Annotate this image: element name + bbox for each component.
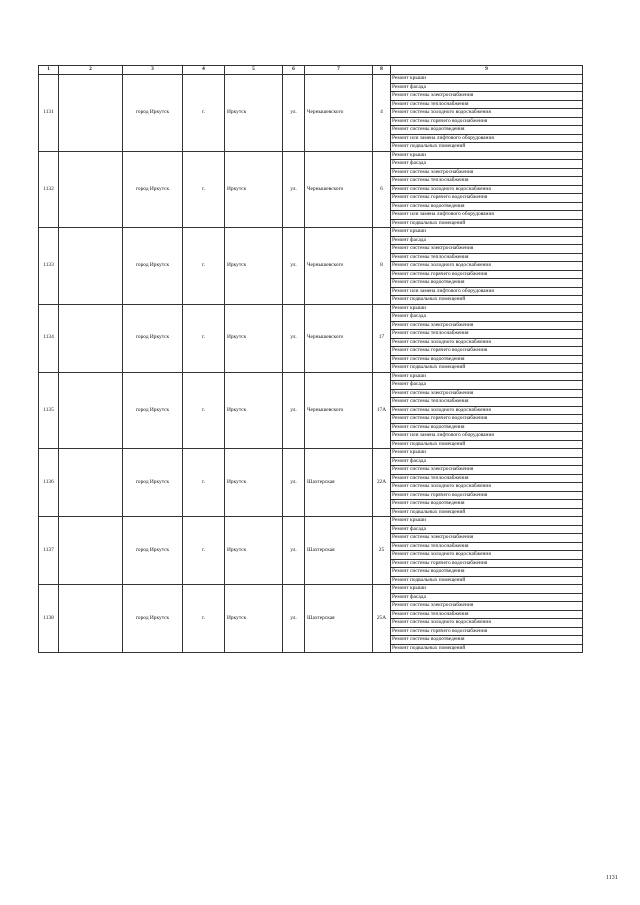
record-number-cell: 1138 [39, 585, 59, 653]
page-number: 1131 [606, 875, 618, 881]
work-item-cell: Ремонт системы горячего водоснабжения [391, 627, 583, 636]
work-item-cell: Ремонт системы электроснабжения [391, 389, 583, 398]
record-number-cell: 1132 [39, 151, 59, 228]
work-item-cell: Ремонт системы холодного водоснабжения [391, 338, 583, 347]
settlement-type-cell: г. [183, 585, 225, 653]
work-item-cell: Ремонт системы водоотведения [391, 423, 583, 432]
work-item-cell: Ремонт системы холодного водоснабжения [391, 109, 583, 118]
town-cell: Иркутск [225, 585, 283, 653]
work-item-cell: Ремонт системы теплоснабжения [391, 253, 583, 262]
work-item-cell: Ремонт подвальных помещений [391, 576, 583, 585]
street-type-cell: ул. [283, 449, 305, 517]
house-number-cell: 17А [373, 372, 391, 449]
work-item-cell: Ремонт системы водоотведения [391, 568, 583, 577]
table-row [39, 372, 583, 381]
work-item-cell: Ремонт фасада [391, 160, 583, 169]
header-cell: 3 [123, 66, 183, 75]
city-cell: город Иркутск [123, 151, 183, 228]
table-row [39, 517, 583, 526]
record-number-cell: 1131 [39, 75, 59, 152]
town-cell: Иркутск [225, 75, 283, 152]
work-item-cell: Ремонт системы электроснабжения [391, 168, 583, 177]
work-item-cell: Ремонт системы водоотведения [391, 202, 583, 211]
street-cell: Чернышевского [305, 228, 373, 305]
work-item-cell: Ремонт или замена лифтового оборудования [391, 134, 583, 143]
repair-table [38, 65, 583, 653]
work-item-cell: Ремонт фасада [391, 457, 583, 466]
empty-cell [59, 151, 123, 228]
settlement-type-cell: г. [183, 517, 225, 585]
street-type-cell: ул. [283, 585, 305, 653]
header-row [39, 66, 583, 75]
record-number-cell: 1133 [39, 228, 59, 305]
header-cell: 5 [225, 66, 283, 75]
work-item-cell: Ремонт системы горячего водоснабжения [391, 117, 583, 126]
work-item-cell: Ремонт системы электроснабжения [391, 321, 583, 330]
work-item-cell: Ремонт системы теплоснабжения [391, 542, 583, 551]
work-item-cell: Ремонт подвальных помещений [391, 440, 583, 449]
street-cell: Шахтерская [305, 517, 373, 585]
work-item-cell: Ремонт подвальных помещений [391, 296, 583, 305]
house-number-cell: 6 [373, 151, 391, 228]
work-item-cell: Ремонт подвальных помещений [391, 508, 583, 517]
work-item-cell: Ремонт крыши [391, 585, 583, 594]
empty-cell [59, 75, 123, 152]
work-item-cell: Ремонт или замена лифтового оборудования [391, 287, 583, 296]
table-row [39, 228, 583, 237]
street-type-cell: ул. [283, 151, 305, 228]
work-item-cell: Ремонт фасада [391, 83, 583, 92]
town-cell: Иркутск [225, 449, 283, 517]
work-item-cell: Ремонт или замена лифтового оборудования [391, 432, 583, 441]
work-item-cell: Ремонт крыши [391, 449, 583, 458]
table-row [39, 151, 583, 160]
work-item-cell: Ремонт подвальных помещений [391, 219, 583, 228]
house-number-cell: 8 [373, 228, 391, 305]
empty-cell [59, 517, 123, 585]
work-item-cell: Ремонт системы водоотведения [391, 636, 583, 645]
work-item-cell: Ремонт системы горячего водоснабжения [391, 347, 583, 356]
table-body [39, 75, 583, 653]
work-item-cell: Ремонт крыши [391, 228, 583, 237]
empty-cell [59, 228, 123, 305]
work-item-cell: Ремонт подвальных помещений [391, 644, 583, 653]
empty-cell [59, 449, 123, 517]
work-item-cell: Ремонт системы водоотведения [391, 279, 583, 288]
work-item-cell: Ремонт системы теплоснабжения [391, 177, 583, 186]
record-number-cell: 1137 [39, 517, 59, 585]
work-item-cell: Ремонт системы теплоснабжения [391, 330, 583, 339]
header-cell: 6 [283, 66, 305, 75]
work-item-cell: Ремонт системы электроснабжения [391, 602, 583, 611]
work-item-cell: Ремонт системы холодного водоснабжения [391, 483, 583, 492]
work-item-cell: Ремонт системы горячего водоснабжения [391, 270, 583, 279]
work-item-cell: Ремонт системы холодного водоснабжения [391, 262, 583, 271]
street-cell: Шахтерская [305, 585, 373, 653]
work-item-cell: Ремонт системы теплоснабжения [391, 100, 583, 109]
work-item-cell: Ремонт системы электроснабжения [391, 466, 583, 475]
header-cell: 7 [305, 66, 373, 75]
work-item-cell: Ремонт крыши [391, 75, 583, 84]
street-type-cell: ул. [283, 228, 305, 305]
work-item-cell: Ремонт или замена лифтового оборудования [391, 211, 583, 220]
city-cell: город Иркутск [123, 75, 183, 152]
street-cell: Чернышевского [305, 304, 373, 372]
work-item-cell: Ремонт крыши [391, 304, 583, 313]
work-item-cell: Ремонт системы теплоснабжения [391, 610, 583, 619]
work-item-cell: Ремонт системы электроснабжения [391, 92, 583, 101]
town-cell: Иркутск [225, 228, 283, 305]
work-item-cell: Ремонт подвальных помещений [391, 364, 583, 373]
table-row [39, 585, 583, 594]
city-cell: город Иркутск [123, 585, 183, 653]
empty-cell [59, 304, 123, 372]
house-number-cell: 25 [373, 517, 391, 585]
street-cell: Чернышевского [305, 372, 373, 449]
work-item-cell: Ремонт системы горячего водоснабжения [391, 194, 583, 203]
street-type-cell: ул. [283, 304, 305, 372]
work-item-cell: Ремонт системы водоотведения [391, 126, 583, 135]
work-item-cell: Ремонт крыши [391, 372, 583, 381]
house-number-cell: 17 [373, 304, 391, 372]
work-item-cell: Ремонт системы электроснабжения [391, 534, 583, 543]
city-cell: город Иркутск [123, 228, 183, 305]
settlement-type-cell: г. [183, 372, 225, 449]
city-cell: город Иркутск [123, 517, 183, 585]
empty-cell [59, 585, 123, 653]
work-item-cell: Ремонт системы электроснабжения [391, 245, 583, 254]
work-item-cell: Ремонт фасада [391, 313, 583, 322]
work-item-cell: Ремонт системы водоотведения [391, 500, 583, 509]
work-item-cell: Ремонт системы холодного водоснабжения [391, 406, 583, 415]
table-row [39, 449, 583, 458]
work-item-cell: Ремонт системы холодного водоснабжения [391, 185, 583, 194]
street-type-cell: ул. [283, 517, 305, 585]
header-cell: 1 [39, 66, 59, 75]
work-item-cell: Ремонт крыши [391, 517, 583, 526]
header-cell: 8 [373, 66, 391, 75]
header-cell: 2 [59, 66, 123, 75]
settlement-type-cell: г. [183, 75, 225, 152]
street-cell: Чернышевского [305, 75, 373, 152]
city-cell: город Иркутск [123, 304, 183, 372]
work-item-cell: Ремонт системы горячего водоснабжения [391, 415, 583, 424]
work-item-cell: Ремонт фасада [391, 525, 583, 534]
work-item-cell: Ремонт системы холодного водоснабжения [391, 619, 583, 628]
work-item-cell: Ремонт системы теплоснабжения [391, 398, 583, 407]
work-item-cell: Ремонт фасада [391, 236, 583, 245]
house-number-cell: 4 [373, 75, 391, 152]
record-number-cell: 1135 [39, 372, 59, 449]
street-cell: Чернышевского [305, 151, 373, 228]
settlement-type-cell: г. [183, 449, 225, 517]
empty-cell [59, 372, 123, 449]
street-type-cell: ул. [283, 372, 305, 449]
city-cell: город Иркутск [123, 449, 183, 517]
settlement-type-cell: г. [183, 304, 225, 372]
town-cell: Иркутск [225, 304, 283, 372]
work-item-cell: Ремонт системы теплоснабжения [391, 474, 583, 483]
town-cell: Иркутск [225, 517, 283, 585]
work-item-cell: Ремонт фасада [391, 381, 583, 390]
work-item-cell: Ремонт фасада [391, 593, 583, 602]
work-item-cell: Ремонт системы холодного водоснабжения [391, 551, 583, 560]
settlement-type-cell: г. [183, 228, 225, 305]
street-type-cell: ул. [283, 75, 305, 152]
work-item-cell: Ремонт подвальных помещений [391, 143, 583, 152]
town-cell: Иркутск [225, 372, 283, 449]
city-cell: город Иркутск [123, 372, 183, 449]
work-item-cell: Ремонт системы горячего водоснабжения [391, 491, 583, 500]
work-item-cell: Ремонт системы горячего водоснабжения [391, 559, 583, 568]
record-number-cell: 1136 [39, 449, 59, 517]
work-item-cell: Ремонт системы водоотведения [391, 355, 583, 364]
house-number-cell: 22А [373, 449, 391, 517]
settlement-type-cell: г. [183, 151, 225, 228]
header-cell: 9 [391, 66, 583, 75]
table-row [39, 304, 583, 313]
header-cell: 4 [183, 66, 225, 75]
town-cell: Иркутск [225, 151, 283, 228]
record-number-cell: 1134 [39, 304, 59, 372]
work-item-cell: Ремонт крыши [391, 151, 583, 160]
street-cell: Шахтерская [305, 449, 373, 517]
house-number-cell: 25А [373, 585, 391, 653]
table-row [39, 75, 583, 84]
